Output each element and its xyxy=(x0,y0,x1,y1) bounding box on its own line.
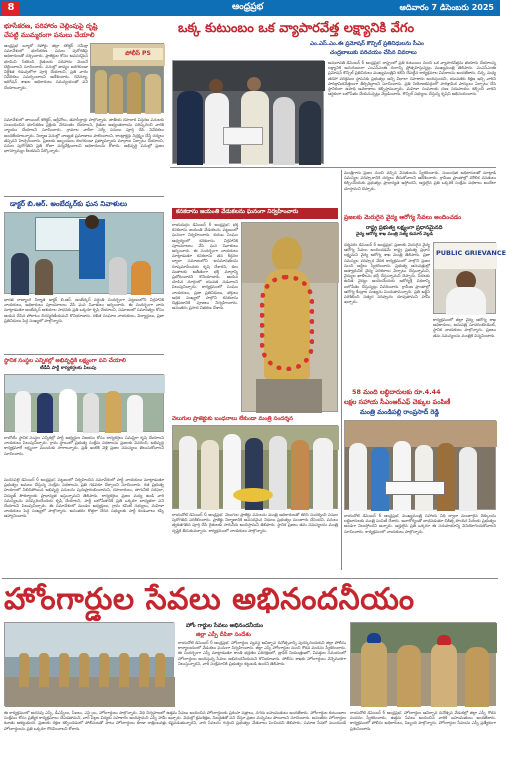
dateline: ఆదివారం 7 డిసెంబరు 2025 xyxy=(399,3,494,12)
story2-photo xyxy=(4,212,164,294)
sp-salute-caption-body: రాయచోటి డిసెంబర్ 6 ఆంధ్రప్రభ: హోంగార్డుల ఆవిర్భావ దినోత్సవ వేడుకల్లో జిల్లా ఎస్పీ గౌరవ వందనం స్వీకరించారు. ఉత్తమ సేవలు అందించిన వారికి బహుమతులు అందజేశారు. కార్యక్రమంలో పోలీసు అధికారులు, సిబ్బంది పాల్గొన్నారు. హోంగార్డుల సేవలను ఎస్పీ ప్రత్యేకంగా ప్రశంసించారు. xyxy=(350,710,496,731)
cmrf-cheque-photo xyxy=(344,420,496,510)
cmrf-caption-line2: లక్షల సహాయ సీఎంఆర్ఎఫ్ చెక్కుల పంపిణీ xyxy=(344,398,451,406)
police-station-sign: పోలీస్ PS xyxy=(113,48,163,60)
story2-body-text: భారత రాజ్యాంగ నిర్మాత డాక్టర్ బి.ఆర్. అంబేద్కర్ వర్ధంతి సందర్భంగా పట్టణంలోని విగ్రహానికి నాయకులు, అధికారులు పూలమాలలు వేసి ఘన నివాళులు అర్పించారు. ఈ సందర్భంగా వారు మాట్లాడుతూ అంబేద్కర్ ఆశయాల సాధనకు ప్రతి ఒక్కరూ కృషి చేయాలని, సమాజంలో సమానత్వం కోసం ఆయన చేసిన పోరాటం చిరస్మరణీయమని కొనియాడారు. దళిత సంఘాల నాయకులు, విద్యార్థులు, ప్రజా ప్రతినిధులు పెద్ద సంఖ్యలో పాల్గొన్నారు. xyxy=(4,297,164,323)
story1-headline-line2: చేపట్టి ముమ్మరంగా పనులు చేయాలి xyxy=(4,31,95,39)
cmrf-caption-line3: మంత్రి మండిపల్లి రాంప్రసాద్ రెడ్డి xyxy=(360,408,439,416)
top-headline: ఒక్క కుటుంబం ఒక వ్యాపారవేత్త లక్ష్యానికి వేగం xyxy=(178,21,415,36)
mid-right-body-top: మంత్రిగారు ప్రజల నుంచి వచ్చిన వినతులను స్వీకరించారు. సంబంధిత అధికారులతో మాట్లాడి సమస్యల పరిష్కారానికి చర్యలు తీసుకోవాలని ఆదేశించారు. గ్రామీణ ప్రాంతాల్లో మౌలిక వసతులు కల్పించేందుకు ప్రభుత్వం ప్రాధాన్యత ఇస్తోందని, అర్హులైన ప్రతి ఒక్కరికీ సంక్షేమ పథకాలు అందేలా చూస్తామని చెప్పారు. xyxy=(344,170,496,191)
masthead: ఆంధ్రప్రభ xyxy=(232,2,264,12)
story3-headline: స్థానిక సంస్థల ఎన్నికల్లో అభివృద్ధికి లక్ష్యంగా పని చేయాలి xyxy=(4,358,126,364)
column-divider xyxy=(341,170,342,570)
homeguards-body-mid: రాయచోటి డిసెంబర్ 6 ఆంధ్రప్రభ: హోంగార్డుల వ్యవస్థ ఆవిర్భావ దినోత్సవాన్ని పురస్కరించుకుని జిల్లా పోలీసు కార్యాలయంలో వేడుకలు ఘనంగా నిర్వహించారు. జిల్లా ఎస్పీ హోంగార్డుల నుంచి గౌరవ వందనం స్వీకరించారు. ఈ సందర్భంగా ఎస్పీ మాట్లాడుతూ శాంతి భద్రతల పరిరక్షణలో, ట్రాఫిక్ నియంత్రణలో, విపత్తుల సమయంలో హోంగార్డులు అందిస్తున్న సేవలు అభినందనీయమని కొనియాడారు. పోలీసు శాఖకు హోంగార్డులు వెన్నెముకగా నిలుస్తున్నారని, వారి సంక్షేమానికి ప్రభుత్వం కట్టుబడి ఉందని తెలిపారు. xyxy=(178,640,346,666)
top-story-body: అమరావతి డిసెంబర్ 6 ఆంధ్రప్రభ: రాష్ట్రంలో ప్రతి కుటుంబం నుంచి ఒక వ్యాపారవేత్తను తయారు చేయాలన్న లక్ష్యానికి అనుగుణంగా ఎంఎస్ఎంఈ రంగాన్ని ప్రోత్సహిస్తున్నట్లు ముఖ్యమంత్రి తెలిపారు. ఎంఎస్ఎంఈ ప్రమోషన్ కౌన్సిల్ ప్రతినిధులు ముఖ్యమంత్రిని కలిసి చేపట్టిన కార్యక్రమాల వివరాలను అందజేశారు. చిన్న, మధ్య తరహా పరిశ్రమల స్థాపనకు ప్రభుత్వం అన్ని విధాలా సహకారం అందిస్తుందని, యువతకు శిక్షణ ఇచ్చి వారిని పారిశ్రామికవేత్తలుగా తీర్చిదిద్దాలని సూచించారు. ప్రతి నియోజకవర్గంలో పారిశ్రామిక పార్కులు ఏర్పాటు చేసి స్థానికంగా ఉపాధి అవకాశాలు కల్పిస్తామన్నారు. మహిళా సంఘాలకు రుణ సదుపాయం కల్పించి వారిని ఆర్థికంగా బలోపేతం చేయనున్నట్లు వెల్లడించారు. కౌన్సిల్ సభ్యులు చేస్తున్న కృషిని అభినందించారు. xyxy=(328,60,496,97)
left-bottom-body: మదనపల్లె డిసెంబర్ 6 ఆంధ్రప్రభ: పట్టణంలో నిర్వహించిన సమావేశంలో పార్టీ నాయకులు మాట్లాడుతూ ప్రభుత్వం అమలు చేస్తున్న సంక్షేమ పథకాలను ప్రతి గడపకూ చేర్చాలని సూచించారు. గత ప్రభుత్వ హయాంలో నిలిచిపోయిన అభివృద్ధి పనులను పునఃప్రారంభించామని, రహదారులు, తాగునీటి సరఫరా, విద్యుత్ సౌకర్యాలకు ప్రాధాన్యత ఇస్తున్నామని తెలిపారు. కార్యకర్తలు ప్రజల మధ్య ఉండి వారి సమస్యలను పరిష్కరించేందుకు కృషి చేయాలని, పార్టీ బలోపేతానికి ప్రతి ఒక్కరూ బాధ్యతగా పని చేయాలని పిలుపునిచ్చారు. ఈ సమావేశంలో మండల అధ్యక్షులు, గ్రామ కమిటీ సభ్యులు, మహిళా నాయకులు పెద్ద సంఖ్యలో పాల్గొన్నారు. అనంతరం కొత్తగా చేరిన సభ్యులకు పార్టీ కండువాలు కప్పి ఆహ్వానించారు. xyxy=(4,477,164,519)
story1-body-text: ఆంధ్రప్రభ బ్యూరో రిపోర్టు జిల్లా కలెక్టర్ సమీక్షా సమావేశంలో భూసేకరణ పనుల పురోగతిపై అధికారులతో చర్చించారు. ప్రాజెక్టుల కోసం అవసరమైన భూమిని సేకరించి రైతులకు పరిహారం వెంటనే చెల్లించాలని సూచించారు. పనుల్లో జాప్యం జరగకుండా నిర్దేశిత గడువులోగా పూర్తి చేయాలని, ప్రతి వారం నివేదికలు సమర్పించాలని ఆదేశించారు. రెవెన్యూ, ఇరిగేషన్ శాఖల అధికారులు సమన్వయంతో పని చేయాలన్నారు. xyxy=(4,43,88,90)
grievance-banner-text: PUBLIC GRIEVANCE xyxy=(436,249,506,257)
health-subhead-line1: రాష్ట్ర ప్రభుత్వ లక్ష్యంగా ప్రధానమైనది xyxy=(366,225,443,231)
top-subhead-line2: చంద్రబాబుకు పరిచయం చేసిన వివరాలు xyxy=(330,50,417,56)
homeguards-subhead-line1: హోం గార్డుల సేవలు అభినందనీయం xyxy=(186,623,264,629)
homeguards-subhead-line2: జిల్లా ఎస్పీ దీపికా సందేశం xyxy=(196,632,252,638)
minister-grievance-photo xyxy=(433,242,506,314)
story1-headline-line1: భూసేకరణ, పరిహారం చెల్లింపుపై దృష్టి xyxy=(4,22,98,30)
divider xyxy=(4,196,164,197)
homeguards-parade-photo xyxy=(4,622,174,706)
health-headline: ప్రజలకు మెరుగైన వైద్య ఆరోగ్య సేవలు అందించడం xyxy=(344,214,462,221)
health-body-left: ధర్మవరం డిసెంబర్ 6 ఆంధ్రప్రభ: ప్రజలకు మెరుగైన వైద్య ఆరోగ్య సేవలు అందించడమే రాష్ట్ర ప్రభుత్వ ప్రధాన లక్ష్యమని వైద్య ఆరోగ్య శాఖ మంత్రి తెలిపారు. ప్రజా సమస్యల పరిష్కార వేదిక కార్యక్రమంలో పాల్గొని ప్రజల నుంచి అర్జీలు స్వీకరించారు. ప్రభుత్వ ఆసుపత్రుల్లో అత్యాధునిక వైద్య పరికరాలు ఏర్పాటు చేస్తున్నామని, వైద్యుల ఖాళీలను భర్తీ చేస్తున్నామని చెప్పారు. పేదలకు ఉచిత వైద్యం అందించేందుకు ఆరోగ్యశ్రీ పథకాన్ని బలోపేతం చేస్తున్నట్లు వివరించారు. గ్రామీణ ప్రాంతాల్లో ఆరోగ్య కేంద్రాల సంఖ్యను పెంచుతామన్నారు. ప్రతి అర్జీని పరిశీలించి సత్వర పరిష్కారం చూపుతామని హామీ ఇచ్చారు. xyxy=(344,242,430,305)
mid-left-caption: వెలుగుల ప్రాజెక్టుకు బంధనాలు లేకుండా మంత్రి సందర్శన xyxy=(172,416,293,422)
story3-body-text: రాబోయే స్థానిక సంస్థల ఎన్నికల్లో పార్టీ అభ్యర్థుల విజయం కోసం కార్యకర్తలు సమష్టిగా కృషి చేయాలని నాయకులు పిలుపునిచ్చారు. గ్రామ స్థాయిలో ప్రభుత్వ సంక్షేమ పథకాలను ప్రజలకు వివరించి, అభివృద్ధి కార్యక్రమాలే లక్ష్యంగా ముందుకు సాగాలన్నారు. ప్రతి ఇంటికి వెళ్లి ప్రజల సమస్యలు తెలుసుకోవాలని సూచించారు. xyxy=(4,435,164,456)
mid-left-body-continued: రాయచోటి డిసెంబర్ 6 ఆంధ్రప్రభ: వెలుగుల ప్రాజెక్టు పనులను మంత్రి అధికారులతో కలిసి సందర్శించి పనుల పురోగతిని పరిశీలించారు. ప్రాజెక్టు నిర్మాణానికి అవసరమైన నిధులు ప్రభుత్వం మంజూరు చేసిందని, పనులు త్వరితగతిన పూర్తి చేసి రైతులకు సాగునీరు అందిస్తామని తెలిపారు. స్థానిక ప్రజలు తమ సమస్యలను మంత్రి దృష్టికి తీసుకువచ్చారు. కార్యక్రమంలో నాయకులు పాల్గొన్నారు. xyxy=(172,512,338,533)
health-subhead-line2: వైద్య ఆరోగ్య శాఖ మంత్రి సత్య కుమార్ వెల్లడి xyxy=(356,232,433,237)
page-header xyxy=(0,0,500,16)
divider xyxy=(170,167,496,168)
kanakadasa-statue-photo xyxy=(241,222,338,412)
story1-body-continued: సమావేశంలో జాయింట్ కలెక్టర్, ఆర్డీవోలు, తహసీల్దార్లు పాల్గొన్నారు. జాతీయ రహదారి విస్తరణ పనులకు సంబంధించిన భూసేకరణ ప్రక్రియ వేగవంతం చేయాలని, రైతుల అభ్యంతరాలను పరిష్కరించి వారికి న్యాయం చేయాలని సూచించారు. గ్రామాల వారీగా సర్వే పనులు పూర్తి చేసి నివేదికలు అందజేయాలన్నారు. నిర్మాణ పనుల్లో నాణ్యత ప్రమాణాలు పాటించాలని, కాంట్రాక్టర్లు నిర్లక్ష్యం చేస్తే చర్యలు తప్పవని హెచ్చరించారు. ప్రజలకు ఇబ్బందులు కలగకుండా ప్రత్యామ్నాయ మార్గాలు ఏర్పాటు చేయాలని, పనుల పురోగతిని ప్రతి రోజూ పర్యవేక్షించాలని అధికారులను కోరారు. అభివృద్ధి పనుల్లో ప్రజల భాగస్వామ్యం కీలకమని పేర్కొన్నారు. xyxy=(4,117,164,154)
mid-left-body: రాయదుర్గం డిసెంబర్ 6 ఆంధ్రప్రభ: భక్త కనకదాసు జయంతి వేడుకలను పట్టణంలో ఘనంగా నిర్వహించారు. కురుబ సంఘం ఆధ్వర్యంలో కనకదాసు విగ్రహానికి పూలమాలలు వేసి ఘన నివాళులు అర్పించారు. ఈ సందర్భంగా నాయకులు మాట్లాడుతూ కనకదాసు తన కీర్తనల ద్వారా సమాజంలోని అసమానతలను రూపుమాపేందుకు కృషి చేశారని, కుల మతాలకు అతీతంగా భక్తి మార్గాన్ని ప్రబోధించారని కొనియాడారు. ఆయన చూపిన మార్గంలో యువత నడవాలని పిలుపునిచ్చారు. కార్యక్రమంలో సంఘం నాయకులు, ప్రజా ప్రతినిధులు, భక్తులు అధిక సంఖ్యలో పాల్గొని కనకదాసు చిత్రపటానికి పూజలు నిర్వహించారు. అనంతరం ప్రసాద వితరణ చేశారు. xyxy=(172,222,238,311)
divider xyxy=(2,578,498,579)
story1-photo xyxy=(90,43,164,113)
mid-red-bar-headline: కనకదాసు జయంతి వేడుకలను ఘనంగా నిర్వహించారు xyxy=(172,208,338,219)
story3-subhead: టీడీపీ పార్టీ కార్యకర్తలకు పిలుపు xyxy=(40,366,97,371)
top-subhead-line1: ఎం.ఎస్.ఎం.ఈ ప్రమోషన్ కౌన్సిల్ ప్రతినిధులను సీఎం xyxy=(310,41,424,47)
page-number: 8 xyxy=(2,1,20,15)
sp-salute-photo xyxy=(350,622,496,706)
story2-headline: డాక్టర్ బి.ఆర్. అంబేద్కర్‌కు ఘన నివాళులు xyxy=(10,200,128,208)
top-story-photo xyxy=(172,60,324,164)
project-visit-photo xyxy=(172,425,338,509)
story3-photo xyxy=(4,374,164,432)
homeguards-body-bottom: ఈ కార్యక్రమంలో అదనపు ఎస్పీ, డీఎస్పీలు, సీఐలు, ఎస్సైలు, హోంగార్డులు పాల్గొన్నారు. విధి నిర్వహణలో ఉత్తమ సేవలు అందించిన హోంగార్డులకు ప్రశంసా పత్రాలు, నగదు బహుమతులు అందజేశారు. హోంగార్డుల కుటుంబాల సంక్షేమం కోసం ప్రత్యేక కార్యక్రమాలు చేపడతామని, వారి పిల్లల విద్యకు సహకారం అందిస్తామని ఎస్పీ హామీ ఇచ్చారు. విధుల్లో క్రమశిక్షణ, నిబద్ధతతో పని చేస్తూ ప్రజల మన్ననలు పొందాలని సూచించారు. అనంతరం హోంగార్డుల కవాతు ఆకట్టుకుంది. ప్రజలకు రక్షణ కల్పించడంలో పోలీసులతో పాటు హోంగార్డులు కూడా రాత్రింబవళ్లు కష్టపడుతున్నారని, వారి సేవలను గుర్తించి ప్రభుత్వం వేతనాలు పెంచిందని తెలిపారు. సమాజ సేవలో ముందుండే హోంగార్డులను ప్రతి ఒక్కరూ గౌరవించాలని కోరారు. xyxy=(4,710,346,731)
cmrf-caption-line1: 58 మంది లబ్ధిదారులకు రూ.4.44 xyxy=(352,388,441,396)
divider xyxy=(4,354,164,355)
cmrf-body-text: రాయచోటి డిసెంబర్ 6 ఆంధ్రప్రభ: ముఖ్యమంత్రి సహాయ నిధి ద్వారా మంజూరైన చెక్కులను లబ్ధిదారులకు మంత్రి పంపిణీ చేశారు. అనారోగ్యంతో బాధపడుతూ చికిత్స పొందిన పేదలకు ప్రభుత్వం అండగా నిలుస్తోందని అన్నారు. అర్హులైన ప్రతి ఒక్కరూ ఈ సదుపాయాన్ని వినియోగించుకోవాలని సూచించారు. కార్యక్రమంలో నాయకులు పాల్గొన్నారు. xyxy=(344,513,496,534)
homeguards-headline: హోంగార్డుల సేవలు అభినందనీయం xyxy=(4,582,415,617)
health-body-right: కార్యక్రమంలో జిల్లా వైద్య ఆరోగ్య శాఖ అధికారులు, ఆసుపత్రి సూపరింటెండెంట్, స్థానిక నాయకులు పాల్గొన్నారు. ప్రజలు తమ సమస్యలను మంత్రికి విన్నవించారు. xyxy=(433,317,496,338)
